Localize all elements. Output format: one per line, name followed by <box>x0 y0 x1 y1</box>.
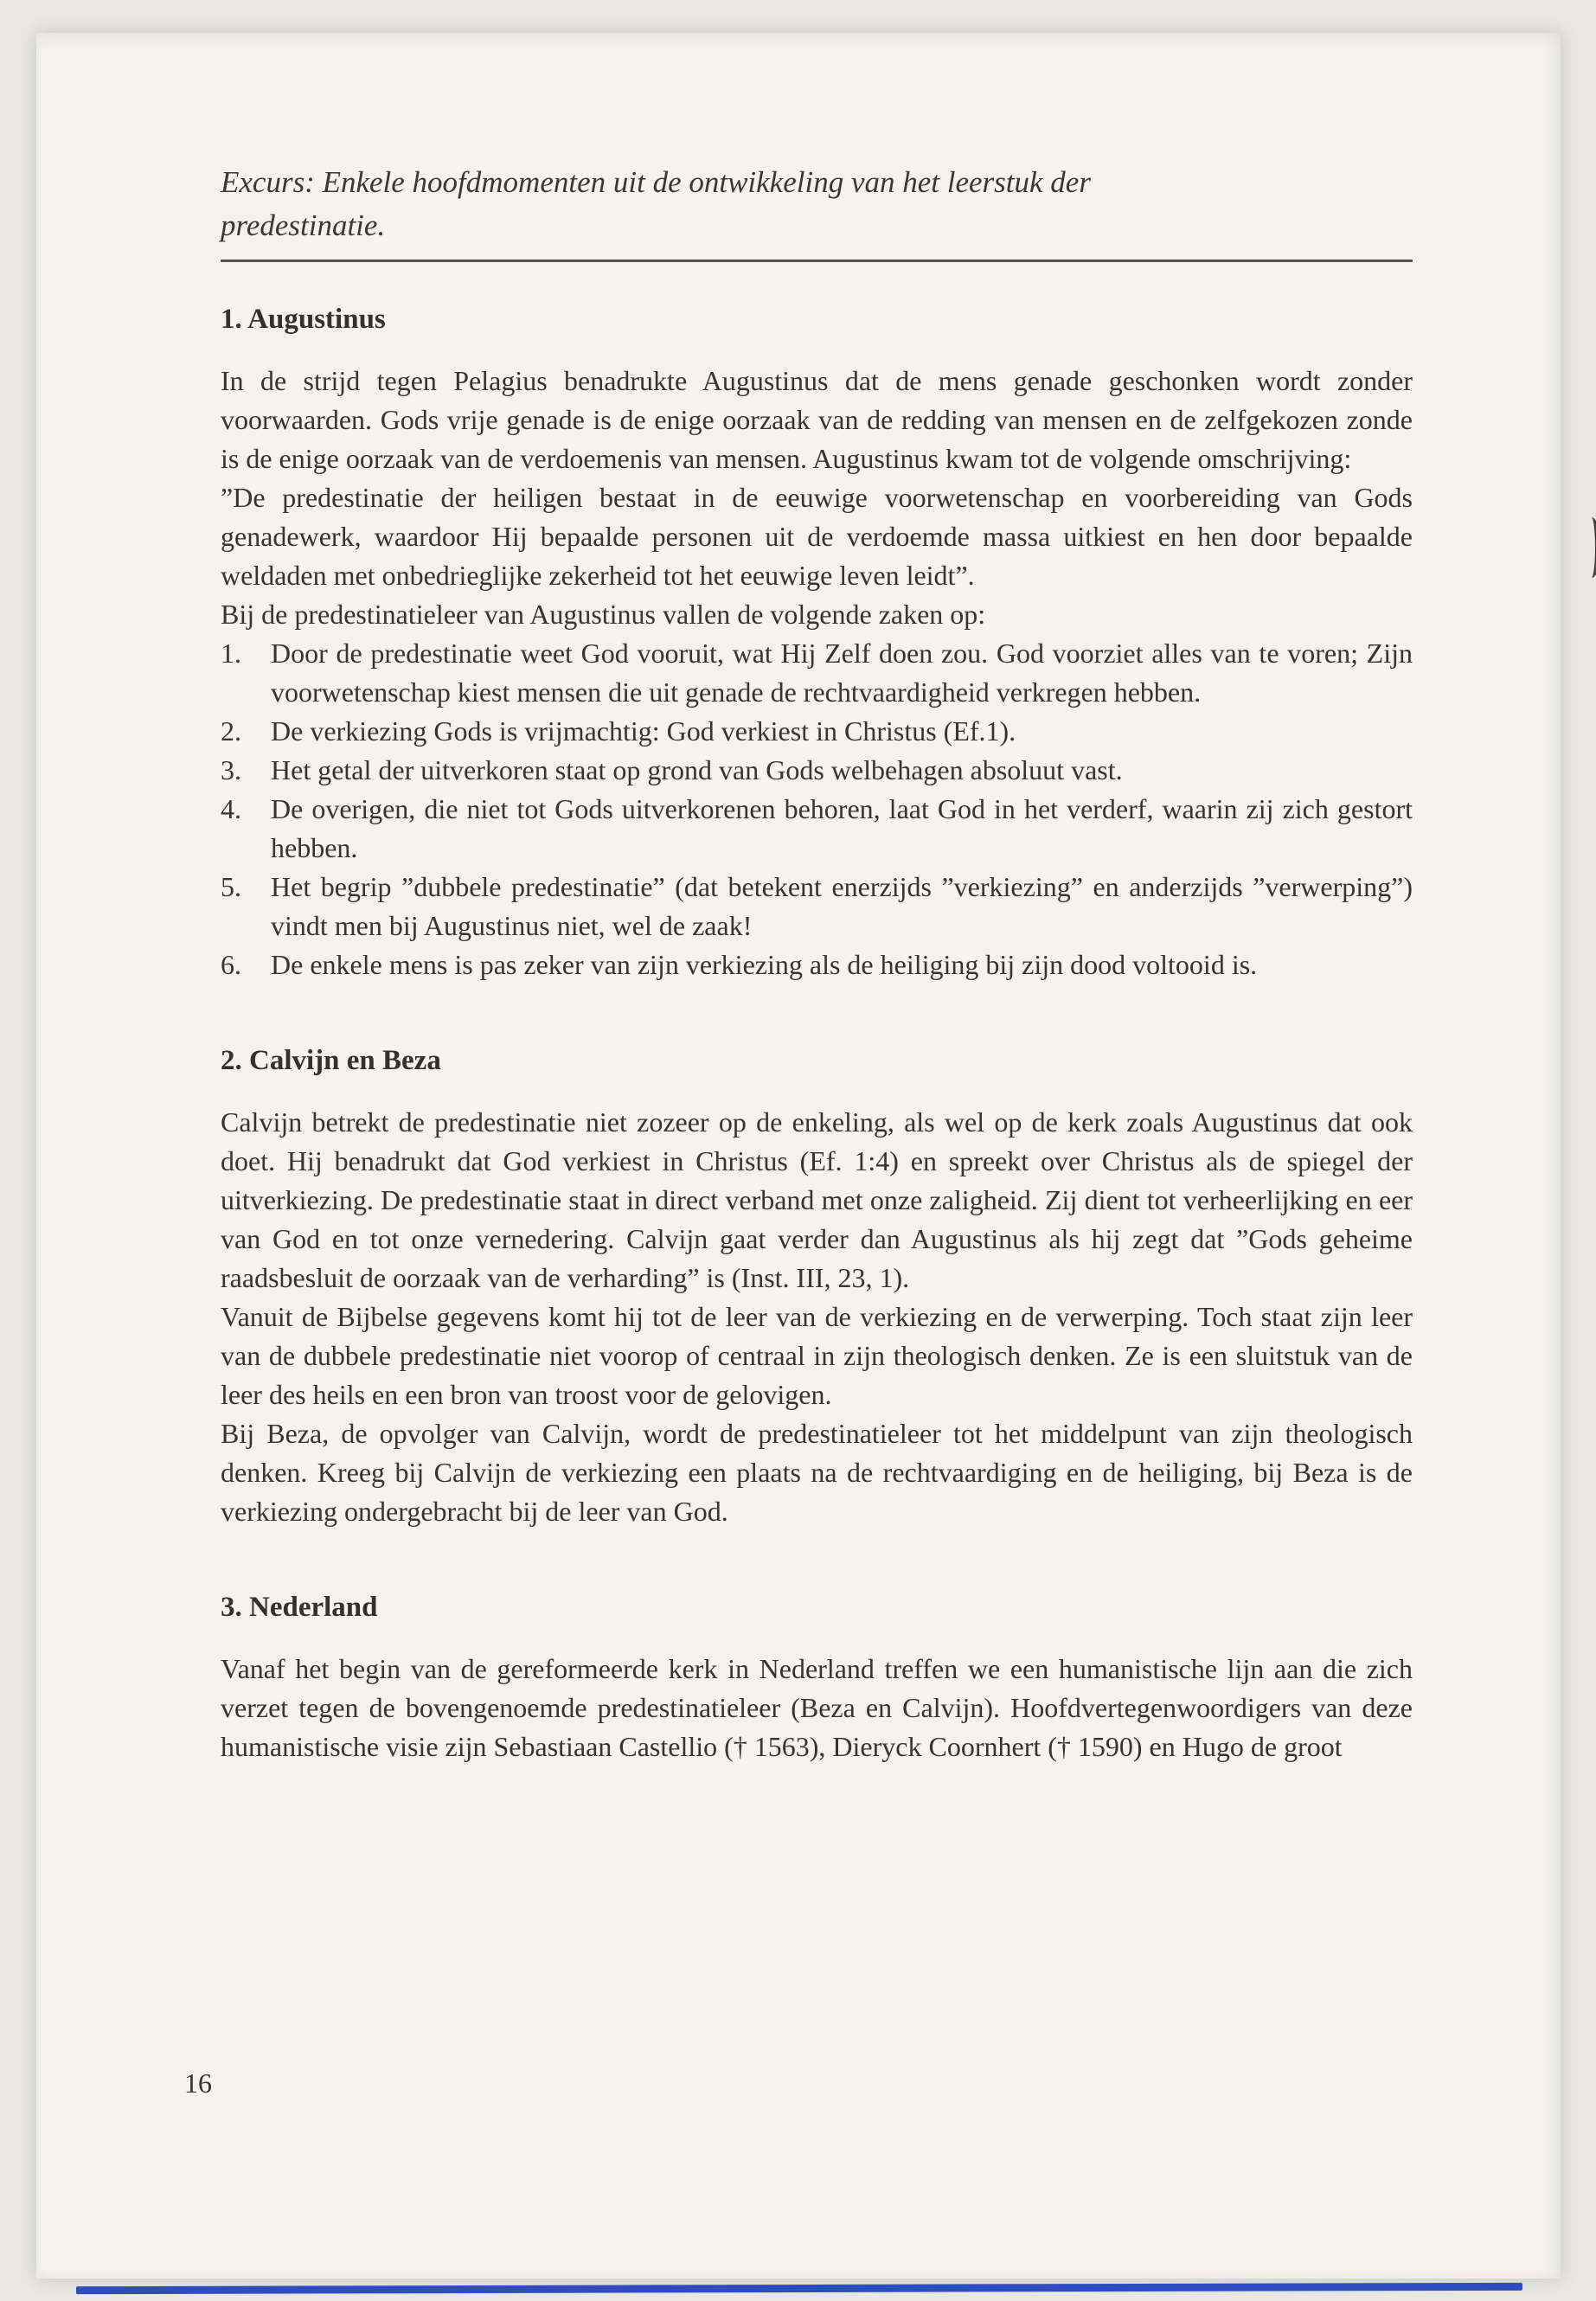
list-item-text: De overigen, die niet tot Gods uitverkorenen behoren, laat God in het verderf, waarin zij zich gestort hebben. <box>271 793 1413 863</box>
page-title-line1: Excurs: Enkele hoofdmomenten uit de ontwikkeling van het leerstuk der <box>221 165 1091 199</box>
paragraph: Calvijn betrekt de predestinatie niet zozeer op de enkeling, als wel op de kerk zoals Augustinus dat ook doet. Hij benadrukt dat God verkiest in Christus (Ef. 1:4) en spreekt over Christus als de spiegel der uitverkiezing. De predestinatie staat in direct verband met onze zaligheid. Zij dient tot verheerlijking en eer van God en tot onze vernedering. Calvijn gaat verder dan Augustinus als hij zegt dat ”Gods geheime raadsbesluit de oorzaak van de verharding” is (Inst. III, 23, 1). <box>221 1106 1413 1293</box>
section-heading-augustinus: 1. Augustinus <box>221 304 386 335</box>
scan-ink-artifact <box>1585 517 1596 578</box>
book-cover-edge-stripe <box>76 2283 1522 2294</box>
list-item-text: De enkele mens is pas zeker van zijn verkiezing als de heiliging bij zijn dood voltooid is. <box>271 949 1258 980</box>
list-item-text: Het begrip ”dubbele predestinatie” (dat betekent enerzijds ”verkiezing” en anderzijds ”verwerping”) vindt men bij Augustinus niet, wel de zaak! <box>271 871 1413 941</box>
list-item-text: De verkiezing Gods is vrijmachtig: God verkiest in Christus (Ef.1). <box>271 715 1016 747</box>
book-page <box>36 33 1561 2279</box>
paragraph: Vanaf het begin van de gereformeerde kerk in Nederland treffen we een humanistische lijn aan die zich verzet tegen de bovengenoemde predestinatieleer (Beza en Calvijn). Hoofdvertegenwoordigers van deze humanistische visie zijn Sebastiaan Castellio († 1563), Dieryck Coornhert († 1590) en Hugo de groot <box>221 1653 1413 1762</box>
list-item-number: 3. <box>221 754 241 785</box>
list-item-text: Het getal der uitverkoren staat op grond van Gods welbehagen absoluut vast. <box>271 754 1123 785</box>
title-underline <box>221 260 1413 262</box>
list-item <box>221 945 1413 984</box>
text-block <box>221 161 1413 1766</box>
list-item-number: 5. <box>221 871 241 902</box>
page-title-line2: predestinatie. <box>221 208 386 242</box>
page-title <box>221 161 1413 247</box>
numbered-list <box>221 634 1413 984</box>
list-item <box>221 712 1413 751</box>
paragraph: ”De predestinatie der heiligen bestaat in de eeuwige voorwetenschap en voorbereiding van Gods genadewerk, waardoor Hij bepaalde personen uit de verdoemde massa uitkiest en hen door bepaalde weldaden met onbedrieglijke zekerheid tot het eeuwige leven leidt”. <box>221 482 1413 591</box>
paragraph: In de strijd tegen Pelagius benadrukte Augustinus dat de mens genade geschonken wordt zonder voorwaarden. Gods vrije genade is de enige oorzaak van de redding van mensen en de zelfgekozen zonde is de enige oorzaak van de verdoemenis van mensen. Augustinus kwam tot de volgende omschrijving: <box>221 365 1413 474</box>
paragraph: Bij de predestinatieleer van Augustinus vallen de volgende zaken op: <box>221 599 986 630</box>
paragraph: Vanuit de Bijbelse gegevens komt hij tot de leer van de verkiezing en de verwerping. Toch staat zijn leer van de dubbele predestinatie niet voorop of centraal in zijn theologisch denken. Ze is een sluitstuk van de leer des heils en een bron van troost voor de gelovigen. <box>221 1301 1413 1410</box>
section-nederland-body <box>221 1650 1413 1766</box>
list-item <box>221 868 1413 945</box>
list-item <box>221 634 1413 712</box>
section-heading-calvijn-en-beza: 2. Calvijn en Beza <box>221 1045 441 1076</box>
list-item-number: 2. <box>221 715 241 747</box>
list-item-text: Door de predestinatie weet God vooruit, wat Hij Zelf doen zou. God voorziet alles van te voren; Zijn voorwetenschap kiest mensen die uit genade de rechtvaardigheid verkregen hebben. <box>271 638 1413 708</box>
page-number: 16 <box>184 2067 212 2099</box>
list-item <box>221 751 1413 790</box>
section-heading-nederland: 3. Nederland <box>221 1592 378 1623</box>
section-calvijn-body <box>221 1103 1413 1531</box>
list-item-number: 6. <box>221 949 241 980</box>
list-item-number: 1. <box>221 638 241 669</box>
list-item <box>221 790 1413 868</box>
section-augustinus-body <box>221 362 1413 984</box>
paragraph: Bij Beza, de opvolger van Calvijn, wordt de predestinatieleer tot het middelpunt van zijn theologisch denken. Kreeg bij Calvijn de verkiezing een plaats na de rechtvaardiging en de heiliging, bij Beza is de verkiezing ondergebracht bij de leer van God. <box>221 1418 1413 1527</box>
list-item-number: 4. <box>221 793 241 824</box>
